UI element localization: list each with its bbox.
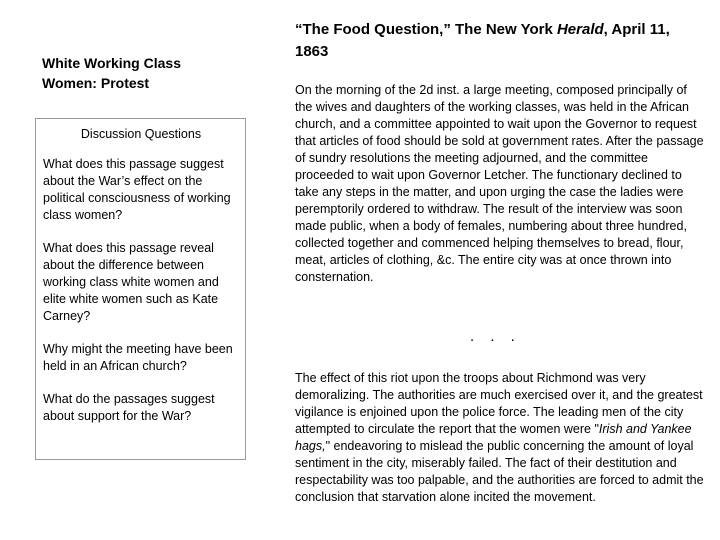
paragraph-2-end: " endeavoring to mislead the public concerning the amount of loyal sentiment in the city, miserably failed. The fact of their destitution and respectability was too palpable, and the authorities are forced to admit the conclusion that starvation alone incited the movement. xyxy=(295,439,704,504)
document-title-newspaper: Herald xyxy=(556,21,604,38)
paragraph-2-quote: Irish and Yankee hags, xyxy=(295,422,692,453)
document-paragraph-1: On the morning of the 2d inst. a large meeting, composed principally of the wives and daughters of the working classes, was held in the African church, and a committee appointed to wait upon the Governor to request that articles of food should be sold at government rates. After the passage of sundry resolutions the meeting adjourned, and the committee proceeded to wait upon Governor Letcher. The functionary declined to take any steps in the matter, and upon urging the case the ladies were peremptorily ordered to withdraw. The result of the interview was soon made public, when a body of females, numbering about three hundred, collected together and commenced helping themselves to bread, flour, meat, articles of clothing, &c. The entire city was at once thrown into consternation. xyxy=(295,83,704,284)
paragraph-2-start: The effect of this riot upon the troops about Richmond was very demoralizing. The authorities are much exercised over it, and the greatest vigilance is enjoined upon the police force. The leading men of the city attempted to circulate the report that the women were " xyxy=(295,371,703,436)
question-3: Why might the meeting have been held in an African church? xyxy=(43,342,233,373)
discussion-questions-box xyxy=(35,118,246,460)
question-1: What does this passage suggest about the War’s effect on the political consciousness of working class women? xyxy=(43,157,231,222)
slide-title: White Working Class Women: Protest xyxy=(42,55,181,91)
ellipsis-separator: . . . xyxy=(470,328,521,345)
document-title xyxy=(295,19,705,63)
question-2: What does this passage reveal about the difference between working class white women and elite white women such as Kate Carney? xyxy=(43,241,219,323)
question-4: What do the passages suggest about support for the War? xyxy=(43,392,215,423)
document-paragraph-2 xyxy=(295,370,705,506)
discussion-questions-heading: Discussion Questions xyxy=(80,127,202,141)
document-title-date: , April 11, 1863 xyxy=(295,21,670,60)
document-title-start: “The Food Question,” The New York xyxy=(295,21,557,38)
